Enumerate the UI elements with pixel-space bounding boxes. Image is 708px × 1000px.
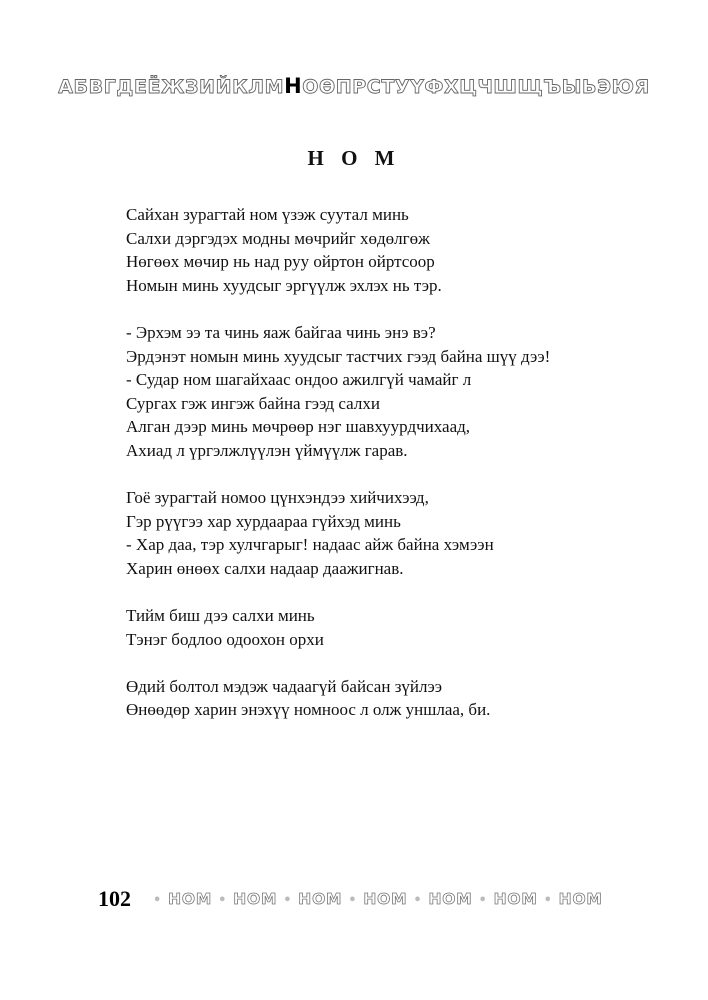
poem-line: Тийм биш дээ салхи минь [126, 606, 315, 626]
footer-title-word: НОМ [558, 890, 603, 908]
footer-title-word: НОМ [493, 890, 538, 908]
separator-dot: • [543, 893, 553, 908]
poem-line: Сургах гэж ингэж байна гээд салхи [126, 393, 380, 413]
poem-line: Номын минь хуудсыг эргүүлж эхлэх нь тэр. [126, 275, 442, 295]
page-number: 102 [98, 886, 131, 911]
alphabet-after: ОӨПРСТУҮФХЦЧШЩЪЫЬЭЮЯ [302, 76, 650, 98]
stanza [126, 321, 686, 463]
stanza [126, 203, 686, 297]
separator-dot: • [413, 893, 423, 908]
footer-title-word: НОМ [298, 890, 343, 908]
poem-body [126, 203, 686, 746]
footer-title-word: НОМ [428, 890, 473, 908]
poem-line: Гоё зурагтай номоо цүнхэндээ хийчихээд, [126, 488, 429, 508]
stanza [126, 486, 686, 580]
page-footer [98, 886, 658, 912]
poem-line: Ахиад л үргэлжлүүлэн үймүүлж гарав. [126, 440, 408, 460]
separator-dot: • [218, 893, 228, 908]
alphabet-header [0, 74, 708, 98]
poem-line: Эрдэнэт номын минь хуудсыг тастчих гээд байна шүү дээ! [126, 346, 551, 366]
poem-line: Тэнэг бодлоо одоохон орхи [126, 629, 324, 649]
poem-line: Гэр рүүгээ хар хурдаараа гүйхэд минь [126, 511, 401, 531]
poem-line: - Хар даа, тэр хулчгарыг! надаас айж байна хэмээн [126, 535, 494, 555]
footer-title-word: НОМ [233, 890, 278, 908]
poem-line: Өдий болтол мэдэж чадаагүй байсан зүйлээ [126, 676, 443, 696]
poem-line: Сайхан зурагтай ном үзэж суутал минь [126, 205, 409, 224]
separator-dot: • [478, 893, 488, 908]
poem-line: Нөгөөх мөчир нь над руу ойртон ойртсоор [126, 252, 435, 272]
footer-title-word: НОМ [168, 890, 213, 908]
stanza [126, 604, 686, 651]
poem-title: Н О М [307, 146, 401, 170]
poem-line: - Судар ном шагайхаас ондоо ажилгүй чамайг л [126, 370, 472, 390]
poem-line: Харин өнөөх салхи надаар даажигнав. [126, 558, 404, 578]
footer-title-word: НОМ [363, 890, 408, 908]
poem-line: Салхи дэргэдэх модны мөчрийг хөдөлгөж [126, 228, 430, 248]
poem-line: Өнөөдөр харин энэхүү номноос л олж уншлаа, би. [126, 700, 491, 720]
stanza [126, 675, 686, 722]
separator-dot: • [153, 893, 163, 908]
poem-line: Алган дээр минь мөчрөөр нэг шавхуурдчихаад, [126, 417, 471, 437]
separator-dot: • [283, 893, 293, 908]
alphabet-highlight-letter: Н [284, 74, 303, 98]
poem-line: - Эрхэм ээ та чинь яаж байгаа чинь энэ вэ? [126, 322, 436, 342]
footer-title-strip [147, 890, 603, 908]
separator-dot: • [348, 893, 358, 908]
alphabet-before: АБВГДЕЁЖЗИЙКЛМ [58, 76, 285, 98]
